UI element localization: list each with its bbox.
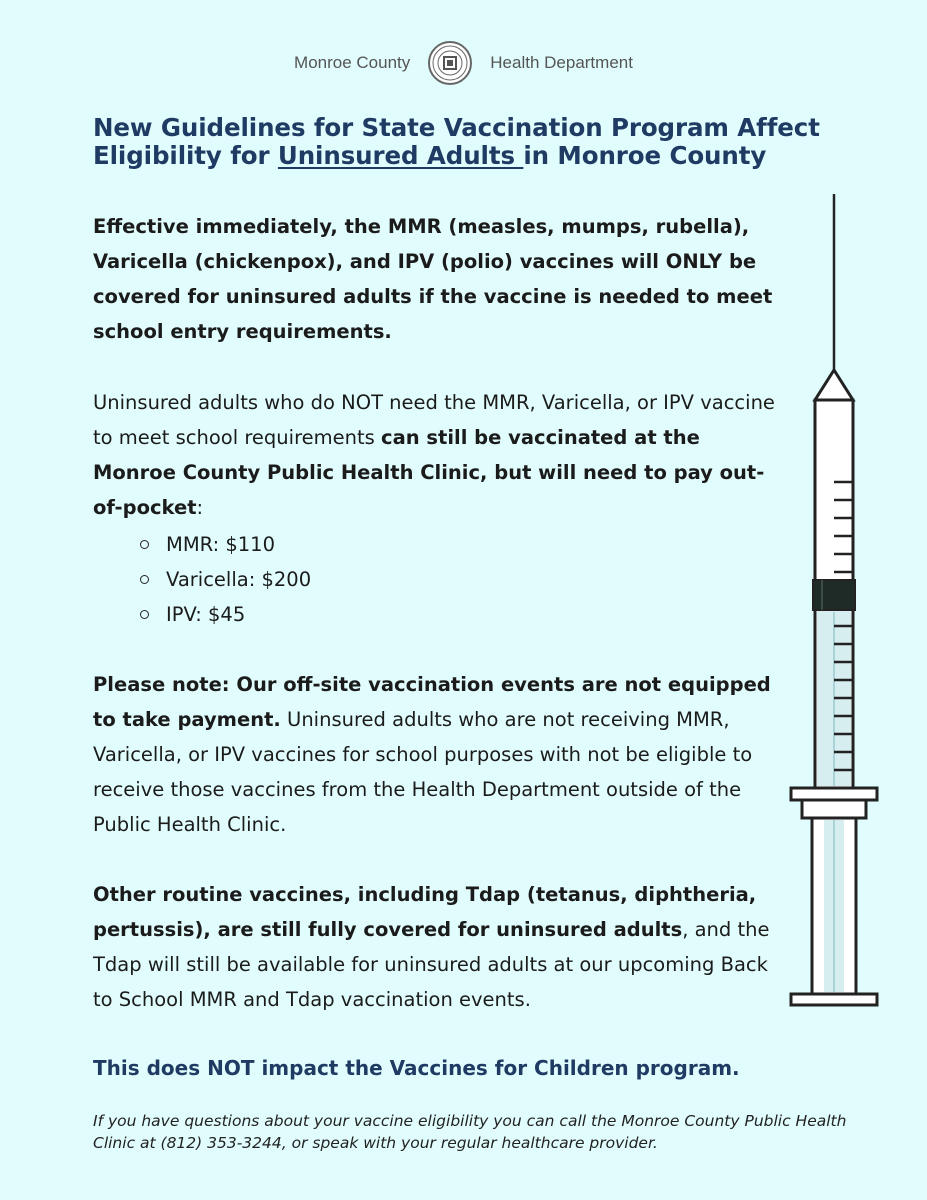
effective-notice-bold: Effective immediately, the MMR (measles, mumps, rubella), Varicella (chickenpox), and IPV (polio) vaccines will ONLY be covered for uninsured adults if the vaccine is needed to meet school entry requirements. [93,215,773,343]
county-seal-logo [428,41,472,85]
out-of-pocket-paragraph [93,385,783,525]
routine-vaccines-bold: Other routine vaccines, including Tdap (tetanus, diphtheria, pertussis), are still fully covered for uninsured adults [93,883,757,941]
contact-footnote: If you have questions about your vaccine eligibility you can call the Monroe County Public Health Clinic at (812) 353-3244, or speak with your regular healthcare provider. [93,1112,847,1152]
syringe-illustration [788,192,884,1012]
offsite-note-text: Uninsured adults who are not receiving MMR, Varicella, or IPV vaccines for school purposes with not be eligible to receive those vaccines from the Health Department outside of the Public Health Clinic. [93,708,753,836]
title-part-1: New Guidelines for State Vaccination Program Affect Eligibility for [93,113,820,170]
page-title [93,114,853,170]
vfc-callout: This does NOT impact the Vaccines for Children program. [93,1056,740,1080]
out-of-pocket-colon: : [196,496,204,519]
masthead [0,40,927,86]
masthead-county: Monroe County [294,53,411,72]
list-item: Varicella: $200 [138,562,311,597]
title-part-2: in Monroe County [523,141,767,170]
out-of-pocket-intro: Uninsured adults who do NOT need the MMR, Varicella, or IPV vaccine to meet school requirements [93,391,775,449]
routine-vaccines-text: , and the Tdap will still be available for uninsured adults at our upcoming Back to School MMR and Tdap vaccination events. [93,918,770,1011]
routine-vaccines-paragraph [93,877,783,1017]
masthead-department: Health Department [490,53,633,72]
list-item: IPV: $45 [138,597,311,632]
list-item: MMR: $110 [138,527,311,562]
effective-notice-paragraph [93,209,783,349]
vaccine-price-list [138,527,311,632]
title-underlined-part: Uninsured Adults [277,141,524,170]
out-of-pocket-bold: can still be vaccinated at the Monroe County Public Health Clinic, but will need to pay out-of-pocket [93,426,765,519]
offsite-note-paragraph [93,667,783,842]
offsite-note-bold: Please note: Our off-site vaccination events are not equipped to take payment. [93,673,771,731]
